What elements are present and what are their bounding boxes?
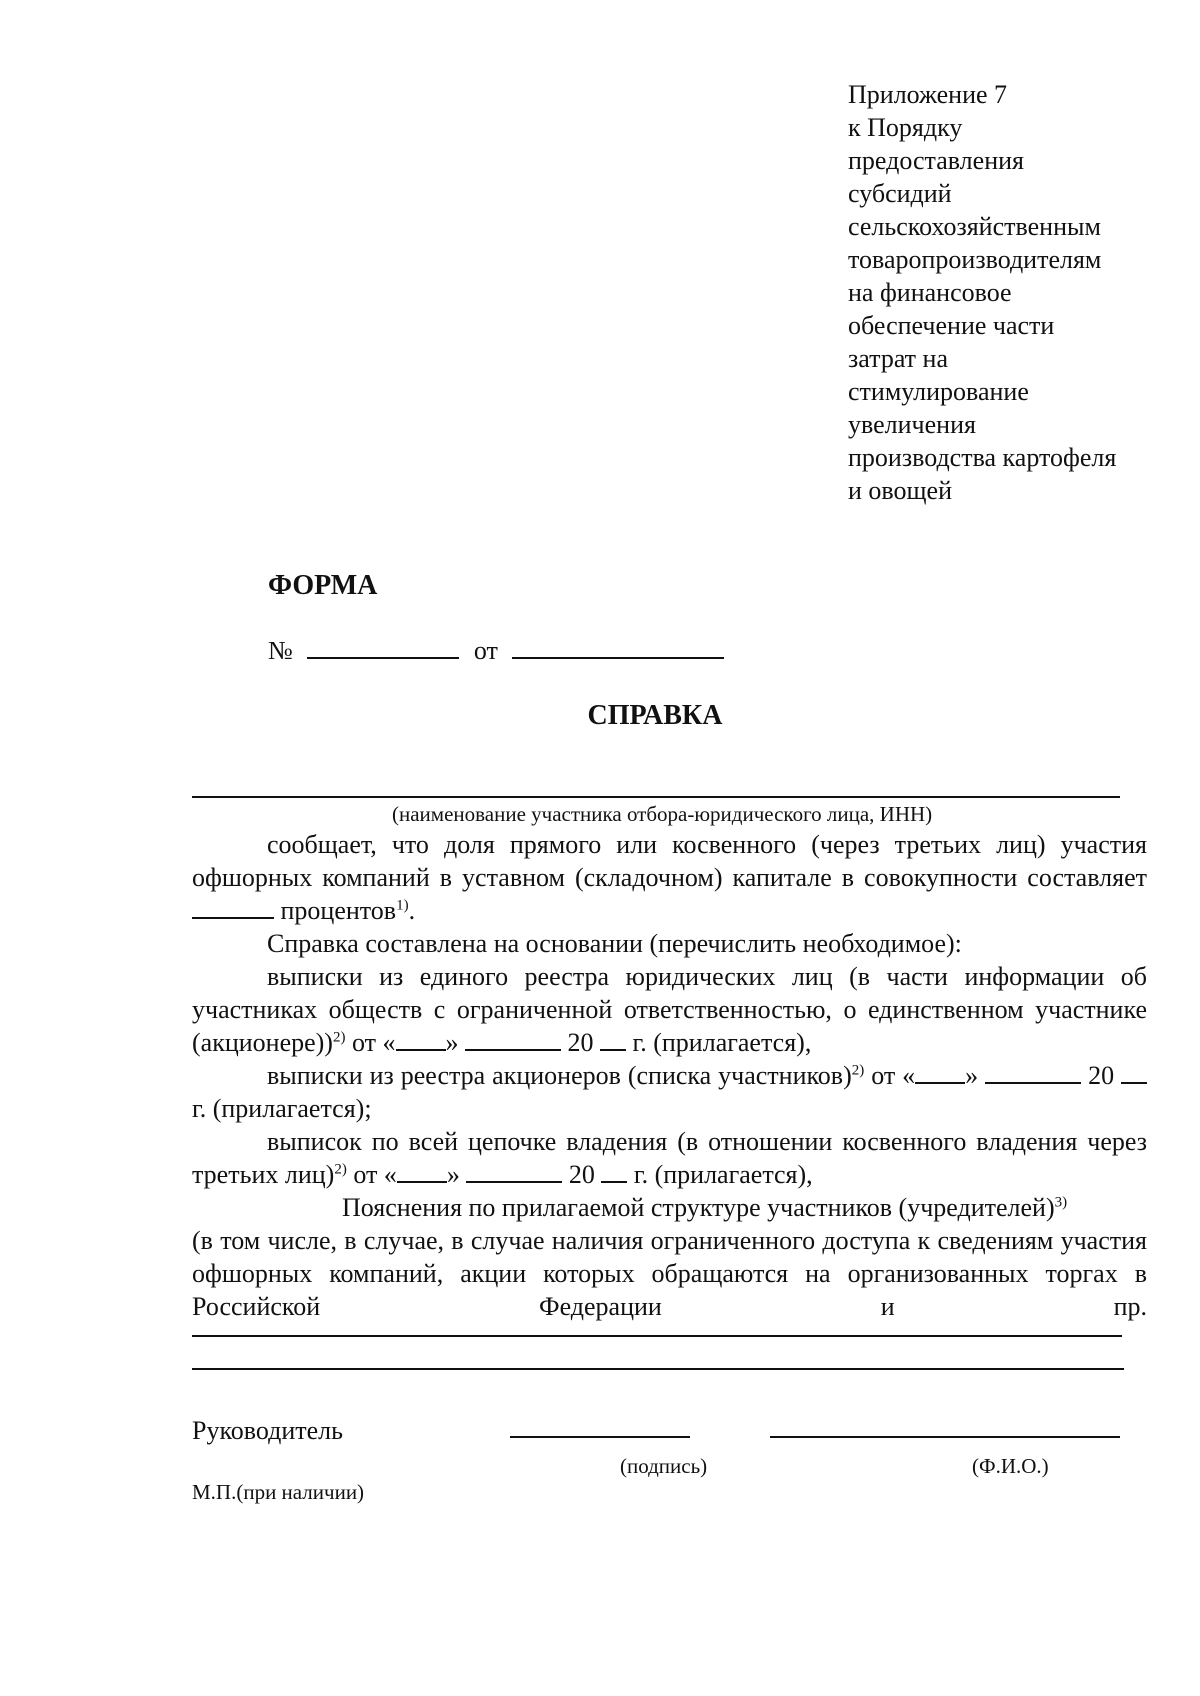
- appendix-line: предоставления: [848, 146, 1024, 175]
- paragraph-explanation-body: (в том числе, в случае, в случае наличия ограниченного доступа к сведениям участия офшорных компаний, акции которых обращаются на организованных торгах в Российской Федерации и пр.: [192, 1226, 1147, 1321]
- appendix-line: производства картофеля: [848, 443, 1117, 472]
- stamp-note: М.П.(при наличии): [192, 1480, 365, 1504]
- appendix-line: обеспечение части: [848, 311, 1055, 340]
- appendix-line: затрат на: [848, 344, 949, 373]
- month-blank[interactable]: [466, 1161, 562, 1183]
- day-blank[interactable]: [396, 1029, 446, 1051]
- day-blank[interactable]: [915, 1062, 965, 1084]
- number-sign: №: [268, 636, 293, 665]
- from-label: от: [473, 636, 498, 665]
- appendix-line: и овощей: [848, 476, 952, 505]
- full-name-line[interactable]: [770, 1436, 1120, 1438]
- full-name-caption: (Ф.И.О.): [972, 1454, 1049, 1478]
- appendix-line: Приложение 7: [848, 80, 1008, 109]
- paragraph-share: сообщает, что доля прямого или косвенного (через третьих лиц) участия офшорных компаний в уставном (складочном) капитале в совокупности составляет процентов$^{1)}$.: [192, 830, 1147, 925]
- paragraph-egrul: выписки из единого реестра юридических лиц (в части информации об участниках обществ с ограниченной ответственностью, о единственном участнике (акционере))$^{2)}$ от « » 20 г. (прилагается),: [192, 962, 1147, 1057]
- org-caption: (наименование участника отбора-юридического лица, ИНН): [392, 802, 933, 826]
- year-blank[interactable]: [600, 1029, 626, 1051]
- appendix-line: к Порядку: [848, 113, 963, 142]
- org-name-line[interactable]: [192, 796, 1120, 798]
- document-title: СПРАВКА: [587, 700, 723, 731]
- appendix-line: увеличения: [848, 410, 976, 439]
- form-label: ФОРМА: [268, 570, 378, 601]
- paragraph-registry: выписки из реестра акционеров (списка участников)$^{2)}$ от « » 20 г. (прилагается);: [192, 1059, 1147, 1125]
- appendix-line: сельскохозяйственным: [848, 212, 1101, 241]
- signature-line[interactable]: [510, 1436, 690, 1438]
- number-date-line: [268, 636, 724, 666]
- appendix-line: стимулирование: [848, 377, 1029, 406]
- month-blank[interactable]: [985, 1062, 1081, 1084]
- appendix-line: на финансовое: [848, 278, 1012, 307]
- signature-caption: (подпись): [620, 1454, 708, 1478]
- explanation-line-1[interactable]: [192, 1335, 1122, 1337]
- year-blank[interactable]: [1121, 1062, 1147, 1084]
- paragraph-basis: Справка составлена на основании (перечислить необходимое):: [267, 929, 962, 958]
- percent-blank[interactable]: [192, 897, 274, 919]
- appendix-line: субсидий: [848, 179, 952, 208]
- month-blank[interactable]: [465, 1029, 561, 1051]
- appendix-line: товаропроизводителям: [848, 245, 1102, 274]
- year-blank[interactable]: [601, 1161, 627, 1183]
- number-blank[interactable]: [307, 637, 459, 659]
- paragraph-explanation-head: Пояснения по прилагаемой структуре участников (учредителей)$^{3)}$: [342, 1193, 1068, 1222]
- paragraph-chain: выписок по всей цепочке владения (в отношении косвенного владения через третьих лиц)$^{2)}$ от « » 20 г. (прилагается),: [192, 1127, 1147, 1189]
- appendix-block: [848, 78, 1116, 507]
- day-blank[interactable]: [397, 1161, 447, 1183]
- date-blank[interactable]: [512, 637, 724, 659]
- explanation-line-2[interactable]: [192, 1368, 1124, 1370]
- head-label: Руководитель: [192, 1416, 343, 1445]
- document-body: [192, 828, 1147, 1323]
